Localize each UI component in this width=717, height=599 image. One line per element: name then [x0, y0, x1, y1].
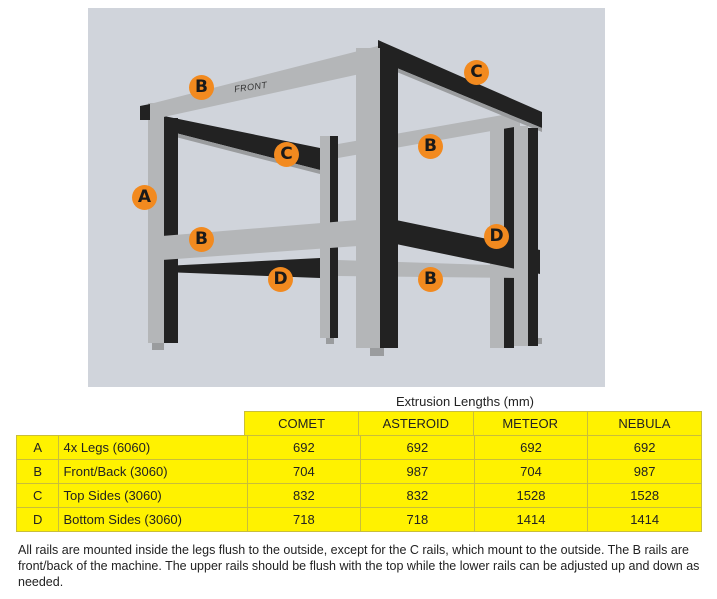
badge-b-bottom-back: B	[418, 267, 443, 292]
badge-b-bottom-front: B	[189, 227, 214, 252]
cell-value: 692	[474, 436, 588, 460]
cell-value: 692	[588, 436, 702, 460]
row-description: Bottom Sides (3060)	[59, 508, 247, 532]
frame-diagram	[88, 8, 605, 387]
cell-value: 718	[361, 508, 475, 532]
row-code: C	[17, 484, 59, 508]
column-header-nebula: NEBULA	[587, 412, 701, 436]
frame-illustration	[88, 8, 605, 387]
table-title: Extrusion Lengths (mm)	[396, 394, 534, 409]
cell-value: 832	[247, 484, 361, 508]
cell-value: 692	[361, 436, 475, 460]
badge-d-bottom-left: D	[268, 267, 293, 292]
table-row	[17, 508, 702, 532]
cell-value: 987	[361, 460, 475, 484]
front-label: FRONT	[233, 79, 269, 95]
column-header-asteroid: ASTEROID	[359, 412, 473, 436]
table-row	[17, 436, 702, 460]
footnote: All rails are mounted inside the legs flush to the outside, except for the C rails, which mount to the outside. The B rails are front/back of the machine. The upper rails should be flush with the top while the lower rails can be adjusted up and down as needed.	[18, 543, 700, 589]
row-code: A	[17, 436, 59, 460]
badge-c-top-left: C	[274, 142, 299, 167]
row-code: B	[17, 460, 59, 484]
badge-c-top-right: C	[464, 60, 489, 85]
cell-value: 718	[247, 508, 361, 532]
table-header	[244, 411, 702, 436]
cell-value: 832	[361, 484, 475, 508]
column-header-meteor: METEOR	[473, 412, 587, 436]
cell-value: 987	[588, 460, 702, 484]
extrusion-table	[16, 435, 702, 532]
column-header-comet: COMET	[245, 412, 359, 436]
cell-value: 704	[247, 460, 361, 484]
cell-value: 704	[474, 460, 588, 484]
cell-value: 1528	[474, 484, 588, 508]
badge-d-bottom-right: D	[484, 224, 509, 249]
cell-value: 692	[247, 436, 361, 460]
table-row	[17, 460, 702, 484]
cell-value: 1414	[588, 508, 702, 532]
row-description: Front/Back (3060)	[59, 460, 247, 484]
badge-b-top-front: B	[189, 75, 214, 100]
cell-value: 1414	[474, 508, 588, 532]
table-row	[17, 484, 702, 508]
badge-a-leg: A	[132, 185, 157, 210]
row-description: Top Sides (3060)	[59, 484, 247, 508]
row-description: 4x Legs (6060)	[59, 436, 247, 460]
cell-value: 1528	[588, 484, 702, 508]
row-code: D	[17, 508, 59, 532]
badge-b-top-back: B	[418, 134, 443, 159]
